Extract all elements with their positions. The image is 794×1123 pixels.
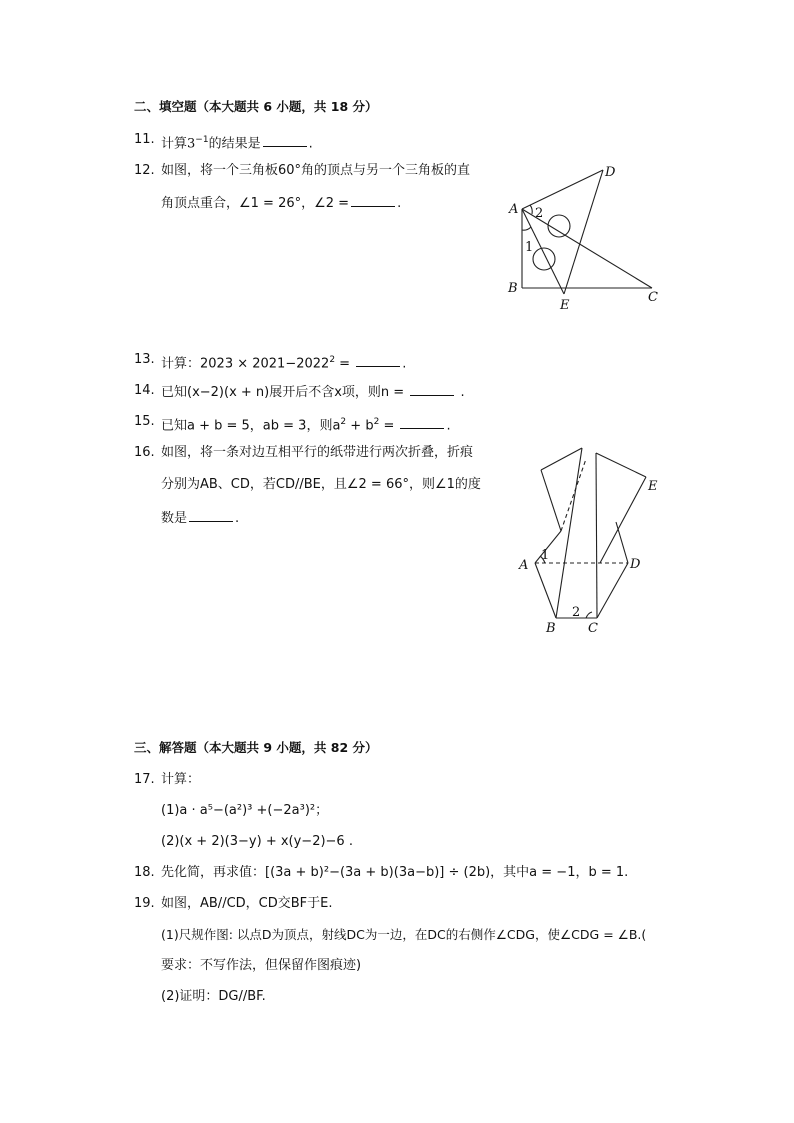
q12-line1: 如图，将一个三角板60°角的顶点与另一个三角板的直 [161, 163, 471, 178]
q11-number: 11. [134, 132, 155, 147]
q11-end: . [308, 136, 313, 152]
q12-label-A: A [509, 202, 519, 217]
q16-line2: 分别为AB、CD，若CD//BE，且∠2 = 66°，则∠1的度 [161, 477, 481, 492]
q16-line1: 如图，将一条对边互相平行的纸带进行两次折叠，折痕 [161, 445, 474, 460]
q16-label-angle1: 1 [541, 548, 550, 563]
q12-label-B: B [508, 281, 518, 296]
q18-text: 先化简，再求值：[(3a + b)²−(3a + b)(3a−b)] ÷ (2b)，其中a = −1，b = 1. [161, 865, 629, 880]
q15-number: 15. [134, 414, 155, 429]
q16-label-B: B [546, 621, 556, 636]
q14-number: 14. [134, 383, 155, 398]
q19-part1-line1: (1)尺规作图: 以点D为顶点，射线DC为一边，在DC的右侧作∠CDG，使∠CDG = ∠B.( [161, 927, 647, 942]
q16-label-C: C [588, 621, 598, 636]
q12-label-C: C [648, 290, 658, 305]
q16-seg-right-to-D [600, 477, 646, 563]
q16-label-angle2: 2 [572, 605, 581, 620]
q17-number: 17. [134, 772, 155, 787]
q13-pre: 计算：2023 × 2021−2022 [161, 356, 330, 372]
q12-label-angle1: 1 [525, 240, 534, 255]
q16-seg-left-strip-top [541, 448, 582, 470]
q15-end: . [446, 418, 451, 434]
q15-sup1: 2 [340, 417, 347, 427]
q11-pre: 计算 [161, 136, 188, 152]
q16-label-E: E [648, 479, 658, 494]
q11-expr: 3 [187, 136, 196, 152]
q16-seg-left-strip [541, 470, 561, 531]
q11-post: 的结果是 [208, 136, 261, 152]
q16-label-A: A [519, 558, 529, 573]
q17-part1: (1)a · a⁵−(a²)³ +(−2a³)²； [161, 803, 329, 818]
q16-number: 16. [134, 445, 155, 460]
q12-line2-text: 角顶点重合，∠1 = 26°，∠2 = [161, 196, 350, 211]
q13-end: . [402, 356, 407, 372]
q16-seg-C-E [596, 453, 597, 618]
q17-part2: (2)(x + 2)(3−y) + x(y−2)−6 . [161, 834, 353, 849]
q17-title: 计算： [161, 772, 201, 787]
q16-label-D: D [630, 557, 641, 572]
q16-seg-C-D [597, 563, 628, 618]
q12-label-D: D [605, 165, 616, 180]
q16-angle2-arc [586, 612, 592, 618]
q13-sup: 2 [329, 355, 336, 365]
q12-label-angle2: 2 [535, 206, 544, 221]
q18-number: 18. [134, 865, 155, 880]
q14-body: 已知(x−2)(x + n)展开后不含x项，则n = [161, 385, 405, 400]
q13-number: 13. [134, 352, 155, 367]
q15-sup2: 2 [373, 417, 380, 427]
q15-pre: 已知a + b = 5，ab = 3，则a [161, 418, 341, 434]
q16-end: . [235, 511, 240, 526]
q12-label-E: E [560, 298, 570, 313]
q12-end: . [397, 196, 402, 211]
q16-seg-upper-D [616, 522, 628, 563]
q11-sup: −1 [195, 135, 209, 145]
q14-end: . [460, 385, 465, 400]
q15-eq: = [379, 418, 399, 434]
q19-number: 19. [134, 896, 155, 911]
q19-part2: (2)证明：DG//BF. [161, 989, 266, 1004]
q19-line1: 如图，AB//CD，CD交BF于E. [161, 896, 333, 911]
q15-mid: + b [346, 418, 374, 434]
q19-part1-line2: 要求：不写作法，但保留作图痕迹) [161, 958, 362, 973]
q13-mid: = [335, 356, 355, 372]
q16-seg-right-strip [596, 453, 646, 477]
q12-number: 12. [134, 163, 155, 178]
q16-line3-text: 数是 [161, 511, 188, 526]
q16-dash-left [561, 459, 586, 531]
section-3-heading: 三、解答题（本大题共 9 小题，共 82 分） [134, 740, 378, 755]
q16-seg-A-B [535, 563, 556, 618]
section-2-heading: 二、填空题（本大题共 6 小题，共 18 分） [134, 99, 378, 114]
